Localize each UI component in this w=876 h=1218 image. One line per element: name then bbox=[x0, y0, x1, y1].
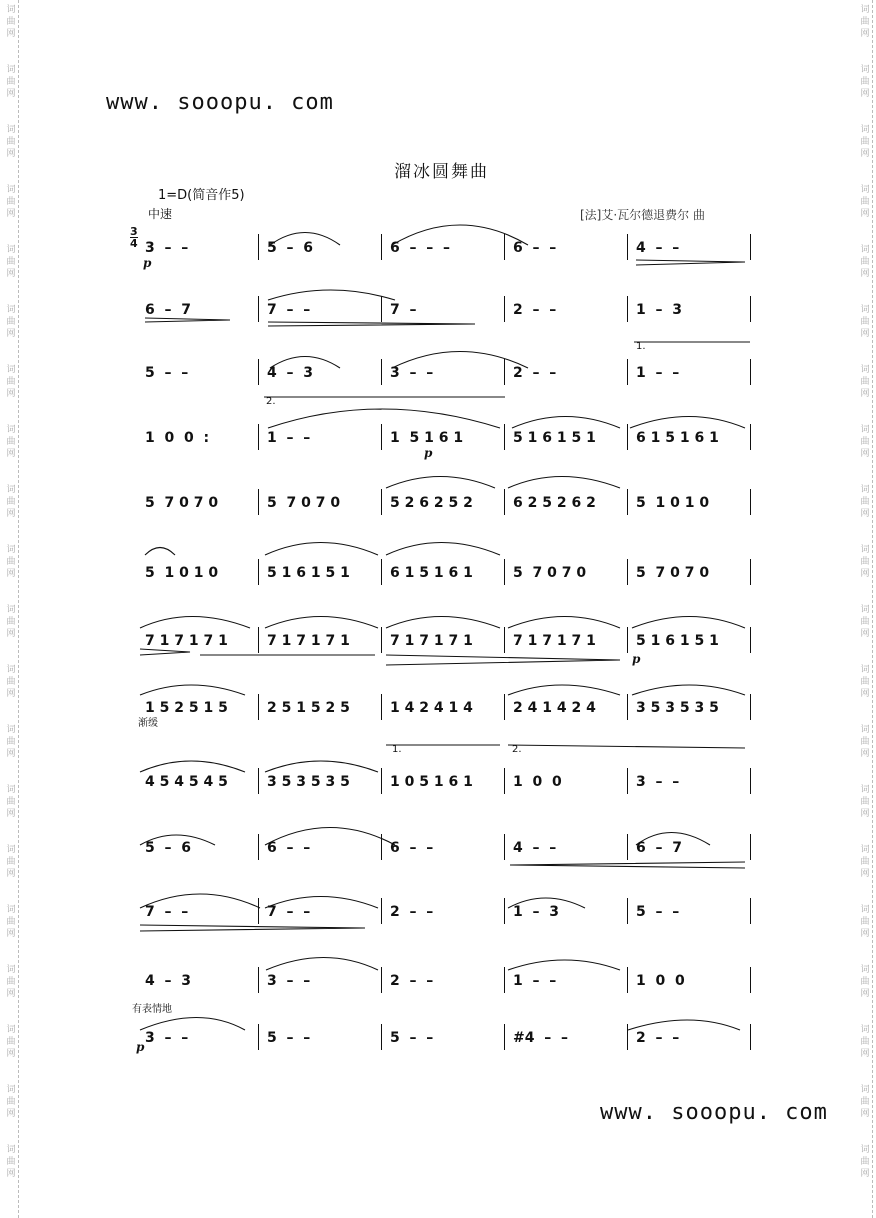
bar-line bbox=[627, 296, 628, 322]
bar-line bbox=[258, 489, 259, 515]
measure-notes: 5 – 6 bbox=[145, 840, 191, 856]
measure-notes: 5 7 0 7 0 bbox=[267, 495, 341, 511]
measure-notes: 5 7 0 7 0 bbox=[513, 565, 587, 581]
measure-notes: 2 – – bbox=[513, 365, 557, 381]
measure-notes: 3 5 3 5 3 5 bbox=[636, 700, 719, 716]
bar-line bbox=[258, 768, 259, 794]
bar-line bbox=[258, 359, 259, 385]
bar-line bbox=[258, 834, 259, 860]
volta-first: 1. bbox=[636, 341, 646, 352]
bar-line bbox=[504, 489, 505, 515]
bar-line bbox=[504, 834, 505, 860]
bar-line bbox=[504, 559, 505, 585]
measure-notes: 2 – – bbox=[390, 904, 434, 920]
side-watermark-text: 词 曲 网 bbox=[860, 365, 870, 399]
side-watermark-text: 词 曲 网 bbox=[6, 245, 16, 279]
side-watermark-text: 词 曲 网 bbox=[6, 1145, 16, 1179]
measure-notes: 5 1 0 1 0 bbox=[636, 495, 710, 511]
dynamic-p: p bbox=[424, 446, 433, 460]
bar-line bbox=[504, 627, 505, 653]
bar-line bbox=[750, 768, 751, 794]
bar-line bbox=[258, 559, 259, 585]
key-signature: 1=D(简音作5) bbox=[158, 188, 245, 203]
bar-line bbox=[750, 359, 751, 385]
measure-notes: 5 – 6 bbox=[267, 240, 313, 256]
bar-line bbox=[750, 898, 751, 924]
measure-notes: 4 5 4 5 4 5 bbox=[145, 774, 228, 790]
side-watermark-text: 词 曲 网 bbox=[860, 485, 870, 519]
measure-notes: 1 – – bbox=[513, 973, 557, 989]
side-watermark-text: 词 曲 网 bbox=[6, 125, 16, 159]
measure-notes: 1 0 0 bbox=[636, 973, 685, 989]
side-watermark-text: 词 曲 网 bbox=[6, 485, 16, 519]
measure-notes: 6 – 7 bbox=[636, 840, 682, 856]
measure-notes: 5 – – bbox=[390, 1030, 434, 1046]
side-watermark-text: 词 曲 网 bbox=[860, 1025, 870, 1059]
side-watermark-text: 词 曲 网 bbox=[860, 845, 870, 879]
measure-notes: 2 4 1 4 2 4 bbox=[513, 700, 596, 716]
time-sig-bottom: 4 bbox=[130, 237, 138, 250]
bar-line bbox=[750, 1024, 751, 1050]
bar-line bbox=[381, 898, 382, 924]
measure-notes: 1 – – bbox=[267, 430, 311, 446]
side-watermark-text: 词 曲 网 bbox=[860, 1085, 870, 1119]
bar-line bbox=[627, 424, 628, 450]
bar-line bbox=[627, 489, 628, 515]
bar-line bbox=[381, 559, 382, 585]
measure-notes: 6 1 5 1 6 1 bbox=[390, 565, 473, 581]
measure-notes: 5 – – bbox=[636, 904, 680, 920]
bar-line bbox=[750, 424, 751, 450]
bar-line bbox=[381, 768, 382, 794]
bar-line bbox=[504, 768, 505, 794]
side-watermark-text: 词 曲 网 bbox=[860, 965, 870, 999]
side-watermark-text: 词 曲 网 bbox=[6, 665, 16, 699]
bar-line bbox=[750, 559, 751, 585]
bar-line bbox=[504, 359, 505, 385]
side-watermark-text: 词 曲 网 bbox=[6, 365, 16, 399]
measure-notes: 7 – – bbox=[145, 904, 189, 920]
side-watermark-text: 词 曲 网 bbox=[860, 785, 870, 819]
bar-line bbox=[750, 234, 751, 260]
measure-notes: 7 1 7 1 7 1 bbox=[513, 633, 596, 649]
bar-line bbox=[627, 627, 628, 653]
measure-notes: #4 – – bbox=[513, 1030, 568, 1046]
measure-notes: 7 1 7 1 7 1 bbox=[267, 633, 350, 649]
measure-notes: 4 – 3 bbox=[145, 973, 191, 989]
bar-line bbox=[504, 1024, 505, 1050]
volta-second: 2. bbox=[512, 744, 522, 755]
bar-line bbox=[504, 234, 505, 260]
measure-notes: 2 – – bbox=[636, 1030, 680, 1046]
side-watermark-text: 词 曲 网 bbox=[860, 425, 870, 459]
bar-line bbox=[627, 768, 628, 794]
side-watermark-text: 词 曲 网 bbox=[6, 785, 16, 819]
tempo-marking: 中速 bbox=[148, 207, 173, 221]
bar-line bbox=[381, 359, 382, 385]
side-watermark-text: 词 曲 网 bbox=[860, 125, 870, 159]
measure-notes: 4 – – bbox=[513, 840, 557, 856]
measure-notes: 5 1 6 1 5 1 bbox=[267, 565, 350, 581]
side-watermark-text: 词 曲 网 bbox=[6, 905, 16, 939]
bar-line bbox=[627, 898, 628, 924]
measure-notes: 3 – – bbox=[390, 365, 434, 381]
measure-notes: 1 – – bbox=[636, 365, 680, 381]
left-margin-strip bbox=[18, 0, 33, 1218]
side-watermark-text: 词 曲 网 bbox=[860, 65, 870, 99]
bar-line bbox=[381, 1024, 382, 1050]
side-watermark-text: 词 曲 网 bbox=[860, 1145, 870, 1179]
side-watermark-text: 词 曲 网 bbox=[6, 725, 16, 759]
bar-line bbox=[258, 234, 259, 260]
side-watermark-text: 词 曲 网 bbox=[6, 5, 16, 39]
side-watermark-text: 词 曲 网 bbox=[6, 545, 16, 579]
bar-line bbox=[750, 627, 751, 653]
bar-line bbox=[381, 296, 382, 322]
measure-notes: 5 – – bbox=[267, 1030, 311, 1046]
bar-line bbox=[258, 296, 259, 322]
time-signature bbox=[130, 226, 138, 249]
measure-notes: 1 – 3 bbox=[513, 904, 559, 920]
side-watermark-text: 词 曲 网 bbox=[860, 245, 870, 279]
measure-notes: 6 – – bbox=[267, 840, 311, 856]
bar-line bbox=[258, 694, 259, 720]
measure-notes: 6 – 7 bbox=[145, 302, 191, 318]
song-title: 溜冰圆舞曲 bbox=[394, 162, 489, 182]
side-watermark-text: 词 曲 网 bbox=[860, 905, 870, 939]
measure-notes: 7 – – bbox=[267, 302, 311, 318]
bar-line bbox=[750, 296, 751, 322]
measure-notes: 6 – – – bbox=[390, 240, 450, 256]
bar-line bbox=[627, 967, 628, 993]
bar-line bbox=[381, 694, 382, 720]
side-watermark-text: 词 曲 网 bbox=[860, 605, 870, 639]
dynamic-p: p bbox=[136, 1040, 145, 1054]
measure-notes: 6 1 5 1 6 1 bbox=[636, 430, 719, 446]
bar-line bbox=[381, 424, 382, 450]
measure-notes: 7 – – bbox=[267, 904, 311, 920]
measure-notes: 5 7 0 7 0 bbox=[145, 495, 219, 511]
measure-notes: 6 – – bbox=[513, 240, 557, 256]
bar-line bbox=[627, 1024, 628, 1050]
measure-notes: 4 – 3 bbox=[267, 365, 313, 381]
bar-line bbox=[258, 1024, 259, 1050]
side-watermark-text: 词 曲 网 bbox=[6, 305, 16, 339]
side-watermark-text: 词 曲 网 bbox=[860, 665, 870, 699]
measure-notes: 7 – bbox=[390, 302, 417, 318]
side-watermark-text: 词 曲 网 bbox=[860, 545, 870, 579]
bar-line bbox=[750, 489, 751, 515]
measure-notes: 7 1 7 1 7 1 bbox=[145, 633, 228, 649]
bar-line bbox=[381, 967, 382, 993]
bar-line bbox=[381, 627, 382, 653]
side-watermark-text: 词 曲 网 bbox=[6, 185, 16, 219]
side-watermark-text: 词 曲 网 bbox=[6, 425, 16, 459]
bar-line bbox=[504, 898, 505, 924]
volta-second: 2. bbox=[266, 396, 276, 407]
measure-notes: 3 – – bbox=[636, 774, 680, 790]
bar-line bbox=[750, 694, 751, 720]
measure-notes: 4 – – bbox=[636, 240, 680, 256]
bar-line bbox=[627, 359, 628, 385]
side-watermark-text: 词 曲 网 bbox=[860, 185, 870, 219]
measure-notes: 1 5 2 5 1 5 bbox=[145, 700, 228, 716]
measure-notes: 5 2 6 2 5 2 bbox=[390, 495, 473, 511]
bar-line bbox=[258, 967, 259, 993]
bar-line bbox=[627, 559, 628, 585]
side-watermark-text: 词 曲 网 bbox=[860, 5, 870, 39]
measure-notes: 3 – – bbox=[267, 973, 311, 989]
bar-line bbox=[381, 489, 382, 515]
measure-notes: 1 0 0 bbox=[513, 774, 562, 790]
side-watermark-text: 词 曲 网 bbox=[860, 725, 870, 759]
measure-notes: 1 5 1 6 1 bbox=[390, 430, 464, 446]
side-watermark-text: 词 曲 网 bbox=[6, 965, 16, 999]
dynamic-p: p bbox=[143, 256, 152, 270]
measure-notes: 5 1 6 1 5 1 bbox=[513, 430, 596, 446]
bar-line bbox=[381, 834, 382, 860]
bar-line bbox=[627, 694, 628, 720]
measure-notes: 1 – 3 bbox=[636, 302, 682, 318]
side-watermark-text: 词 曲 网 bbox=[6, 1025, 16, 1059]
bar-line bbox=[627, 234, 628, 260]
composer-credit: [法]艾·瓦尔德退费尔 曲 bbox=[580, 208, 705, 222]
measure-notes: 2 – – bbox=[390, 973, 434, 989]
side-watermark-text: 词 曲 网 bbox=[6, 605, 16, 639]
bar-line bbox=[258, 627, 259, 653]
bar-line bbox=[627, 834, 628, 860]
dynamic-p: p bbox=[632, 652, 641, 666]
measure-notes: 2 – – bbox=[513, 302, 557, 318]
side-watermark-text: 词 曲 网 bbox=[6, 1085, 16, 1119]
measure-notes: 2 5 1 5 2 5 bbox=[267, 700, 350, 716]
measure-notes: 1 0 5 1 6 1 bbox=[390, 774, 473, 790]
bar-line bbox=[258, 898, 259, 924]
bar-line bbox=[750, 834, 751, 860]
measure-notes: 1 4 2 4 1 4 bbox=[390, 700, 473, 716]
measure-notes: 6 2 5 2 6 2 bbox=[513, 495, 596, 511]
measure-notes: 3 5 3 5 3 5 bbox=[267, 774, 350, 790]
measure-notes: 3 – – bbox=[145, 1030, 189, 1046]
bar-line bbox=[504, 296, 505, 322]
bar-line bbox=[381, 234, 382, 260]
expression-with-feeling: 有表情地 bbox=[132, 1004, 172, 1015]
time-sig-top: 3 bbox=[130, 225, 138, 238]
expression-gradual-slow: 渐缓 bbox=[138, 718, 158, 729]
measure-notes: 6 – – bbox=[390, 840, 434, 856]
measure-notes: 5 – – bbox=[145, 365, 189, 381]
bar-line bbox=[504, 694, 505, 720]
side-watermark-text: 词 曲 网 bbox=[6, 845, 16, 879]
volta-first: 1. bbox=[392, 744, 402, 755]
bar-line bbox=[504, 424, 505, 450]
measure-notes: 3 – – bbox=[145, 240, 189, 256]
bar-line bbox=[258, 424, 259, 450]
measure-notes: 5 1 0 1 0 bbox=[145, 565, 219, 581]
measure-notes: 7 1 7 1 7 1 bbox=[390, 633, 473, 649]
bar-line bbox=[504, 967, 505, 993]
side-watermark-text: 词 曲 网 bbox=[6, 65, 16, 99]
measure-notes: 5 7 0 7 0 bbox=[636, 565, 710, 581]
bar-line bbox=[750, 967, 751, 993]
measure-notes: 5 1 6 1 5 1 bbox=[636, 633, 719, 649]
site-url-bottom[interactable]: www. sooopu. com bbox=[600, 1100, 828, 1125]
side-watermark-text: 词 曲 网 bbox=[860, 305, 870, 339]
measure-notes: 1 0 0 : bbox=[145, 430, 210, 446]
site-url-top[interactable]: www. sooopu. com bbox=[106, 90, 334, 115]
